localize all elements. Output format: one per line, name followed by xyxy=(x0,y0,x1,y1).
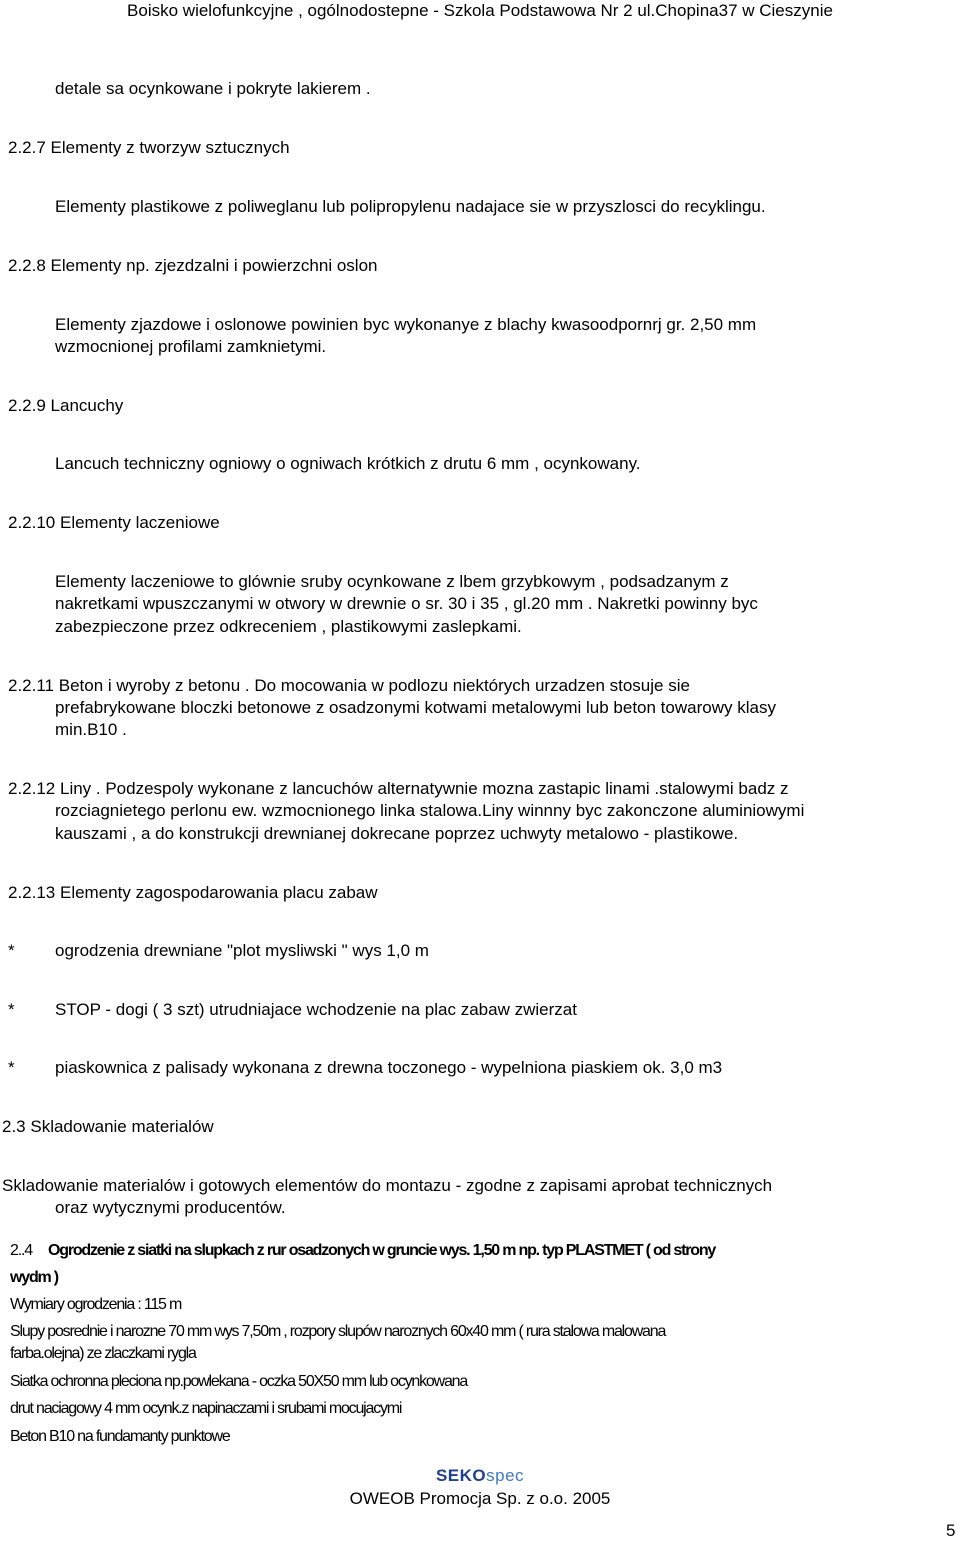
paragraph-line: Lancuch techniczny ogniowy o ogniwach krótkich z drutu 6 mm , ocynkowany. xyxy=(55,454,641,473)
section-heading-2-2-8: 2.2.8 Elementy np. zjezdzalni i powierzchni oslon xyxy=(8,256,378,275)
bullet-marker: * xyxy=(8,1000,15,1019)
footer-brand-logo xyxy=(0,1466,960,1486)
paragraph-line: 2.2.11 Beton i wyroby z betonu . Do mocowania w podlozu niektórych urzadzen stosuje sie xyxy=(8,676,690,695)
page-header: Boisko wielofunkcyjne , ogólnodostepne - Szkola Podstawowa Nr 2 ul.Chopina37 w Cieszynie xyxy=(127,1,833,20)
paragraph-line: kauszami , a do konstrukcji drewnianej dokrecane poprzez uchwyty metalowo - plastikowe. xyxy=(55,824,739,843)
section-heading-2-2-7: 2.2.7 Elementy z tworzyw sztucznych xyxy=(8,138,290,157)
section-heading-2-2-10: 2.2.10 Elementy laczeniowe xyxy=(8,513,220,532)
paragraph-line: Elementy zjazdowe i oslonowe powinien byc wykonanye z blachy kwasoodpornrj gr. 2,50 mm xyxy=(55,315,757,334)
brand-name-part: SEKO xyxy=(435,1466,487,1485)
spec-line: drut naciagowy 4 mm ocynk.z napinaczami i srubami mocujacymi xyxy=(10,1400,402,1417)
section-heading-2-3: 2.3 Skladowanie materialów xyxy=(2,1117,214,1136)
bullet-marker: * xyxy=(8,941,15,960)
section-heading-2-2-13: 2.2.13 Elementy zagospodarowania placu zabaw xyxy=(8,883,378,902)
bullet-item: STOP - dogi ( 3 szt) utrudniajace wchodzenie na plac zabaw zwierzat xyxy=(55,1000,577,1019)
paragraph-line: Elementy plastikowe z poliweglanu lub polipropylenu nadajace sie w przyszlosci do recyklingu. xyxy=(55,197,766,216)
section-heading-2-2-9: 2.2.9 Lancuchy xyxy=(8,396,124,415)
spec-line: Wymiary ogrodzenia : 115 m xyxy=(10,1296,182,1313)
bullet-item: piaskownica z palisady wykonana z drewna toczonego - wypelniona piaskiem ok. 3,0 m3 xyxy=(55,1058,723,1077)
footer-organization: OWEOB Promocja Sp. z o.o. 2005 xyxy=(349,1489,611,1508)
paragraph-line: prefabrykowane bloczki betonowe z osadzonymi kotwami metalowymi lub beton towarowy klasy xyxy=(55,698,776,717)
spec-line: farba.olejna) ze zlaczkami rygla xyxy=(10,1345,196,1362)
page-number: 5 xyxy=(946,1521,956,1540)
paragraph-line: 2.2.12 Liny . Podzespoly wykonane z lancuchów alternatywnie mozna zastapic linami .stalowymi badz z xyxy=(8,779,789,798)
paragraph-line: zabezpieczone przez odkreceniem , plastikowymi zaslepkami. xyxy=(55,617,522,636)
paragraph-line: nakretkami wpuszczanymi w otwory w drewnie o sr. 30 i 35 , gl.20 mm . Nakretki powinny byc xyxy=(55,594,758,613)
paragraph-line: detale sa ocynkowane i pokryte lakierem . xyxy=(55,79,371,98)
paragraph-line: rozciagnietego perlonu ew. wzmocnionego linka stalowa.Liny winnny byc zakonczone aluminiowymi xyxy=(55,801,805,820)
bullet-marker: * xyxy=(8,1058,15,1077)
spec-line: Slupy posrednie i narozne 70 mm wys 7,50m , rozpory slupów naroznych 60x40 mm ( rura stalowa malowana xyxy=(10,1323,666,1340)
paragraph-line: Elementy laczeniowe to glównie sruby ocynkowane z lbem grzybkowym , podsadzanym z xyxy=(55,572,729,591)
spec-line: Siatka ochronna pleciona np.powlekana - oczka 50X50 mm lub ocynkowana xyxy=(10,1373,468,1390)
section-heading-2-4-cont: wydm ) xyxy=(10,1269,58,1286)
brand-name-part: spec xyxy=(486,1466,525,1485)
section-number-2-4: 2..4 xyxy=(10,1242,32,1259)
paragraph-line: min.B10 . xyxy=(55,720,127,739)
spec-line: Beton B10 na fundamanty punktowe xyxy=(10,1428,230,1445)
bullet-item: ogrodzenia drewniane "plot mysliwski " wys 1,0 m xyxy=(55,941,429,960)
section-heading-2-4: Ogrodzenie z siatki na slupkach z rur osadzonych w gruncie wys. 1,50 m np. typ PLASTMET ( od strony xyxy=(48,1242,716,1259)
paragraph-line: oraz wytycznymi producentów. xyxy=(55,1198,286,1217)
paragraph-line: Skladowanie materialów i gotowych elementów do montazu - zgodne z zapisami aprobat technicznych xyxy=(2,1176,773,1195)
paragraph-line: wzmocnionej profilami zamknietymi. xyxy=(55,337,327,356)
